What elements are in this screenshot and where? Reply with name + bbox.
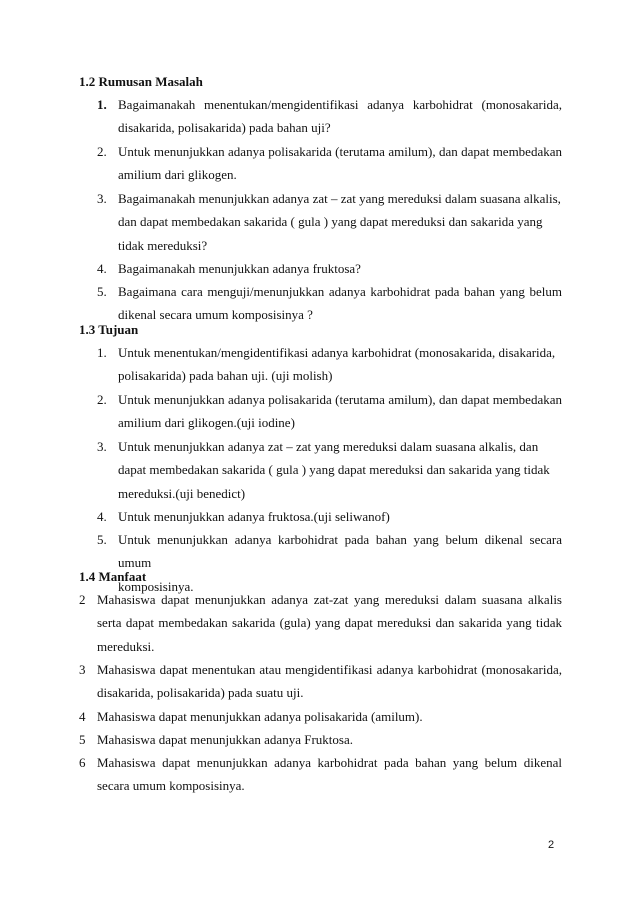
list-number: 4.	[97, 509, 107, 524]
list-item-line: Mahasiswa dapat menunjukkan adanya polisakarida (amilum).	[97, 709, 423, 724]
list-number: 6	[79, 755, 86, 770]
list-item-line: Bagaimanakah menentukan/mengidentifikasi adanya karbohidrat (monosakarida,	[118, 97, 562, 112]
list-item-line: Untuk menunjukkan adanya karbohidrat pada bahan yang belum dikenal secara umum	[118, 532, 562, 571]
list-number: 3.	[97, 439, 107, 454]
list-number: 5.	[97, 284, 107, 299]
list-number: 5	[79, 732, 86, 747]
list-item-line: disakarida, polisakarida) pada suatu uji.	[97, 685, 304, 701]
list-item-line: disakarida, polisakarida) pada bahan uji?	[118, 120, 331, 136]
heading-rumusan-masalah: 1.2 Rumusan Masalah	[79, 74, 203, 89]
list-number: 2	[79, 592, 86, 607]
list-item-line: Untuk menunjukkan adanya fruktosa.(uji seliwanof)	[118, 509, 390, 524]
list-item-line: Mahasiswa dapat menentukan atau mengidentifikasi adanya karbohidrat (monosakarida,	[97, 662, 562, 677]
list-item-line: secara umum komposisinya.	[97, 778, 245, 794]
list-item-line: Bagaimanakah menunjukkan adanya fruktosa?	[118, 261, 361, 276]
list-item-line: Untuk menunjukkan adanya polisakarida (terutama amilum), dan dapat membedakan	[118, 392, 562, 407]
list-item-line: mereduksi.(uji benedict)	[118, 485, 246, 501]
list-item-line: Bagaimanakah menunjukkan adanya zat – zat yang mereduksi dalam suasana alkalis,	[118, 191, 561, 206]
list-number: 4.	[97, 261, 107, 276]
list-item-line: Mahasiswa dapat menunjukkan adanya Fruktosa.	[97, 732, 353, 747]
list-item-line: Untuk menentukan/mengidentifikasi adanya karbohidrat (monosakarida, disakarida,	[118, 345, 556, 360]
list-item-line: dan dapat membedakan sakarida ( gula ) yang dapat mereduksi dan sakarida yang	[118, 214, 543, 230]
list-number: 3	[79, 662, 86, 677]
list-item-line: mereduksi.	[97, 638, 155, 654]
list-number: 2.	[97, 144, 107, 159]
list-number: 4	[79, 709, 86, 724]
list-number: 1.	[97, 345, 107, 360]
list-item-line: polisakarida) pada bahan uji. (uji molish)	[118, 368, 333, 384]
list-item-line: tidak mereduksi?	[118, 237, 208, 253]
list-item-line: komposisinya.	[118, 578, 194, 594]
list-item-line: dapat membedakan sakarida ( gula ) yang dapat mereduksi dan sakarida yang tidak	[118, 462, 550, 478]
list-item-line: amilium dari glikogen.	[118, 167, 237, 183]
list-item-line: Mahasiswa dapat menunjukkan adanya karbohidrat pada bahan yang belum dikenal	[97, 755, 562, 770]
page-number: 2	[548, 839, 555, 851]
list-number: 3.	[97, 191, 107, 206]
list-item-line: dikenal secara umum komposisinya ?	[118, 307, 313, 323]
list-item-line: Untuk menunjukkan adanya zat – zat yang mereduksi dalam suasana alkalis, dan	[118, 439, 539, 454]
list-item-line: serta dapat membedakan sakarida (gula) yang dapat mereduksi dan sakarida yang tidak	[97, 615, 562, 631]
list-item-line: amilium dari glikogen.(uji iodine)	[118, 415, 295, 431]
list-number: 2.	[97, 392, 107, 407]
heading-tujuan: 1.3 Tujuan	[79, 322, 139, 337]
list-number: 1.	[97, 97, 107, 112]
list-item-line: Untuk menunjukkan adanya polisakarida (terutama amilum), dan dapat membedakan	[118, 144, 562, 159]
list-item-line: Mahasiswa dapat menunjukkan adanya zat-zat yang mereduksi dalam suasana alkalis	[97, 592, 562, 607]
list-item-line: Bagaimana cara menguji/menunjukkan adanya karbohidrat pada bahan yang belum	[118, 284, 562, 299]
list-number: 5.	[97, 532, 107, 547]
heading-manfaat: 1.4 Manfaat	[79, 569, 147, 584]
